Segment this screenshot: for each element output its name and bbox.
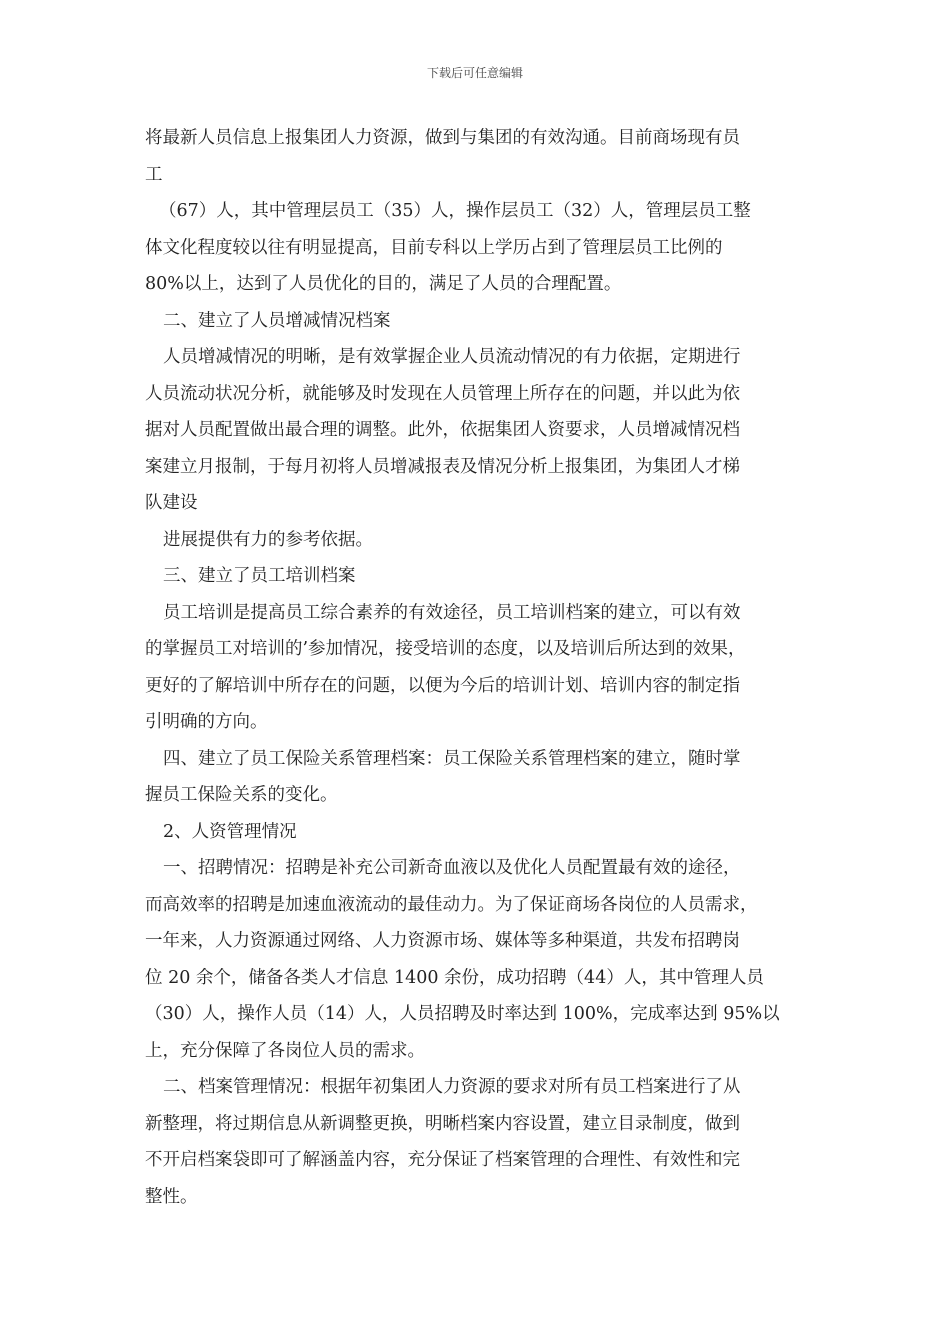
text-line: 队建设 xyxy=(145,493,198,513)
section-heading: 2、人资管理情况 xyxy=(163,821,297,842)
text-line: 新整理，将过期信息从新调整更换，明晰档案内容设置，建立目录制度，做到 xyxy=(145,1113,740,1134)
text-line: 而高效率的招聘是加速血液流动的最佳动力。为了保证商场各岗位的人员需求， xyxy=(145,894,758,915)
text-line: 上，充分保障了各岗位人员的需求。 xyxy=(145,1040,425,1061)
text-line: 案建立月报制，于每月初将人员增减报表及情况分析上报集团，为集团人才梯 xyxy=(145,456,740,477)
text-line: 握员工保险关系的变化。 xyxy=(145,785,338,805)
page-header: 下载后可任意编辑 xyxy=(426,66,523,80)
text-line: 整性。 xyxy=(145,1186,198,1207)
text-line: 将最新人员信息上报集团人力资源，做到与集团的有效沟通。目前商场现有员 xyxy=(145,128,740,148)
text-line: 一年来，人力资源通过网络、人力资源市场、媒体等多种渠道，共发布招聘岗 xyxy=(145,931,740,951)
text-line: 进展提供有力的参考依据。 xyxy=(163,529,373,550)
text-line: 引明确的方向。 xyxy=(145,712,268,732)
text-line: 不开启档案袋即可了解涵盖内容，充分保证了档案管理的合理性、有效性和完 xyxy=(145,1150,740,1170)
text-line: （67）人，其中管理层员工（35）人，操作层员工（32）人，管理层员工整 xyxy=(159,201,751,221)
text-line: 二、档案管理情况：根据年初集团人力资源的要求对所有员工档案进行了从 xyxy=(163,1077,741,1097)
section-heading: 三、建立了员工培训档案 xyxy=(163,566,356,586)
text-line: 工 xyxy=(145,164,163,185)
text-line: 位 20 余个，储备各类人才信息 1400 余份，成功招聘（44）人，其中管理人员 xyxy=(145,967,764,988)
section-heading: 二、建立了人员增减情况档案 xyxy=(163,310,391,331)
document-body xyxy=(145,120,825,1215)
text-line: （30）人，操作人员（14）人，人员招聘及时率达到 100%，完成率达到 95%以 xyxy=(145,1004,780,1024)
text-line: 人员增减情况的明晰，是有效掌握企业人员流动情况的有力依据，定期进行 xyxy=(163,347,741,367)
text-line: 一、招聘情况：招聘是补充公司新奇血液以及优化人员配置最有效的途径， xyxy=(163,858,741,878)
text-line: 员工培训是提高员工综合素养的有效途径，员工培训档案的建立，可以有效 xyxy=(163,602,741,623)
text-line: 体文化程度较以往有明显提高，目前专科以上学历占到了管理层员工比例的 xyxy=(145,237,723,258)
text-line: 更好的了解培训中所存在的问题，以便为今后的培训计划、培训内容的制定指 xyxy=(145,675,740,696)
text-line: 人员流动状况分析，就能够及时发现在人员管理上所存在的问题，并以此为依 xyxy=(145,383,740,404)
text-line: 的掌握员工对培训的’参加情况，接受培训的态度，以及培训后所达到的效果， xyxy=(145,639,746,659)
text-line: 80%以上，达到了人员优化的目的，满足了人员的合理配置。 xyxy=(145,274,622,294)
text-line: 四、建立了员工保险关系管理档案：员工保险关系管理档案的建立，随时掌 xyxy=(163,748,741,769)
text-line: 据对人员配置做出最合理的调整。此外，依据集团人资要求，人员增减情况档 xyxy=(145,420,740,440)
